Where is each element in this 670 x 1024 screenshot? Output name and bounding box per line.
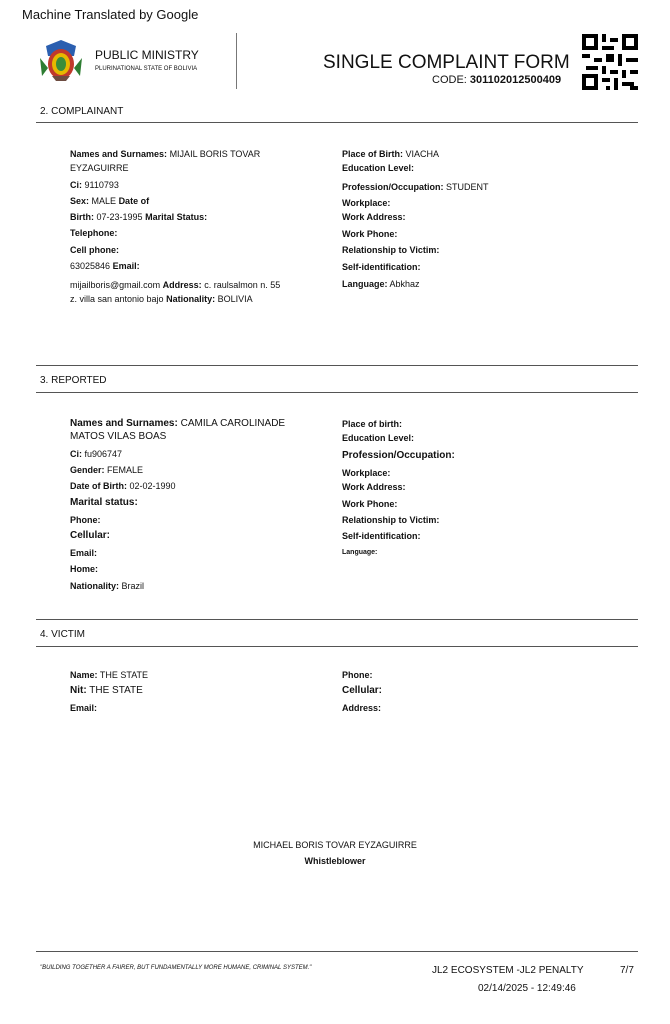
divider	[36, 122, 638, 123]
footer-divider	[36, 951, 638, 952]
reported-names	[70, 418, 285, 430]
complainant-education: Education Level:	[342, 163, 415, 173]
form-title: SINGLE COMPLAINT FORM	[323, 52, 570, 73]
complainant-self-id: Self-identification:	[342, 262, 421, 272]
label: Ci:	[70, 449, 82, 459]
form-code	[432, 74, 561, 86]
label: Nit:	[70, 685, 87, 696]
value: STUDENT	[446, 182, 489, 192]
complainant-birth	[70, 211, 207, 223]
victim-address: Address:	[342, 703, 382, 713]
victim-cellular: Cellular:	[342, 685, 383, 696]
value: z. villa san antonio bajo	[70, 294, 164, 304]
label: Sex:	[70, 196, 90, 206]
reported-dob	[70, 480, 176, 492]
org-name: PUBLIC MINISTRY	[95, 48, 199, 62]
reported-profession: Profession/Occupation:	[342, 450, 455, 461]
footer-motto: "BUILDING TOGETHER A FAIRER, BUT FUNDAMENTALLY MORE HUMANE, CRIMINAL SYSTEM."	[40, 965, 312, 971]
victim-phone: Phone:	[342, 670, 373, 680]
reported-phone: Phone:	[70, 515, 101, 525]
reported-education: Education Level:	[342, 433, 415, 443]
header-divider	[236, 33, 237, 89]
complainant-telephone: Telephone:	[70, 228, 118, 238]
value: 9110793	[84, 180, 119, 190]
reported-relationship: Relationship to Victim:	[342, 515, 440, 525]
complainant-work-phone: Work Phone:	[342, 229, 398, 239]
value: BOLIVIA	[217, 294, 253, 304]
code-value: 301102012500409	[469, 74, 562, 86]
page-number: 7/7	[620, 965, 634, 976]
reported-nationality	[70, 580, 144, 592]
reported-cellular: Cellular:	[70, 530, 111, 541]
value: THE STATE	[99, 670, 149, 680]
label: Address:	[162, 280, 202, 290]
translation-banner: Machine Translated by Google	[22, 7, 199, 22]
value: FEMALE	[107, 465, 144, 475]
complainant-cellphone: Cell phone:	[70, 245, 119, 255]
complainant-cell-email	[70, 260, 140, 272]
value: mijailboris@gmail.com	[70, 280, 161, 290]
signer-role: Whistleblower	[304, 856, 366, 866]
label: Date of Birth:	[70, 481, 127, 491]
victim-email: Email:	[70, 703, 98, 713]
reported-self-id: Self-identification:	[342, 531, 421, 541]
complainant-workplace: Workplace:	[342, 198, 391, 208]
label: Gender:	[70, 465, 105, 475]
complainant-ci	[70, 179, 119, 191]
value: 07-23-1995	[96, 212, 143, 222]
complainant-names-cont: EYZAGUIRRE	[70, 163, 129, 173]
divider	[36, 365, 638, 366]
footer-datetime: 02/14/2025 - 12:49:46	[478, 983, 576, 994]
label: Place of Birth:	[342, 149, 404, 159]
value: 63025846	[70, 261, 111, 271]
label: Name:	[70, 670, 98, 680]
value: THE STATE	[89, 685, 143, 696]
label: Profession/Occupation:	[342, 182, 444, 192]
label: Language:	[342, 279, 388, 289]
signer-name: MICHAEL BORIS TOVAR EYZAGUIRRE	[253, 840, 417, 850]
value: 02-02-1990	[129, 481, 176, 491]
qr-code-icon	[582, 34, 638, 90]
label: Birth:	[70, 212, 94, 222]
label: Date of	[118, 196, 150, 206]
divider	[36, 392, 638, 393]
footer-system: JL2 ECOSYSTEM -JL2 PENALTY	[432, 965, 584, 976]
value: fu906747	[84, 449, 123, 459]
complainant-names	[70, 148, 260, 160]
label: Nationality:	[166, 294, 216, 304]
section-title-complainant: 2. COMPLAINANT	[40, 106, 124, 117]
code-label: CODE:	[432, 74, 467, 86]
value: CAMILA CAROLINADE	[180, 418, 286, 429]
value: MALE	[91, 196, 117, 206]
value: MIJAIL BORIS TOVAR	[169, 149, 261, 159]
divider	[36, 646, 638, 647]
reported-work-address: Work Address:	[342, 482, 406, 492]
complainant-work-address: Work Address:	[342, 212, 406, 222]
divider	[36, 619, 638, 620]
label: Marital Status:	[145, 212, 208, 222]
complainant-address-nationality	[70, 293, 253, 305]
reported-names-cont: MATOS VILAS BOAS	[70, 431, 167, 442]
section-title-reported: 3. REPORTED	[40, 375, 107, 386]
complainant-relationship: Relationship to Victim:	[342, 245, 440, 255]
reported-home: Home:	[70, 564, 99, 574]
label: Ci:	[70, 180, 82, 190]
label: Names and Surnames:	[70, 418, 178, 429]
value: Abkhaz	[389, 279, 420, 289]
value: Brazil	[121, 581, 145, 591]
reported-ci	[70, 448, 122, 460]
section-title-victim: 4. VICTIM	[40, 629, 86, 640]
coat-of-arms-logo	[36, 38, 86, 82]
complainant-language	[342, 278, 420, 290]
complainant-sex	[70, 195, 149, 207]
reported-work-phone: Work Phone:	[342, 499, 398, 509]
complainant-profession	[342, 181, 489, 193]
org-subtitle: PLURINATIONAL STATE OF BOLIVIA	[95, 66, 198, 72]
reported-marital: Marital status:	[70, 497, 138, 508]
label: Email:	[112, 261, 140, 271]
reported-language: Language:	[342, 549, 378, 556]
victim-nit	[70, 685, 143, 697]
reported-gender	[70, 464, 143, 476]
value: VIACHA	[405, 149, 440, 159]
label: Names and Surnames:	[70, 149, 168, 159]
label: Nationality:	[70, 581, 120, 591]
complainant-pob	[342, 148, 439, 160]
value: c. raulsalmon n. 55	[204, 280, 281, 290]
reported-email: Email:	[70, 548, 98, 558]
reported-workplace: Workplace:	[342, 468, 391, 478]
victim-name	[70, 669, 148, 681]
complainant-email-address	[70, 279, 280, 291]
reported-pob: Place of birth:	[342, 419, 403, 429]
